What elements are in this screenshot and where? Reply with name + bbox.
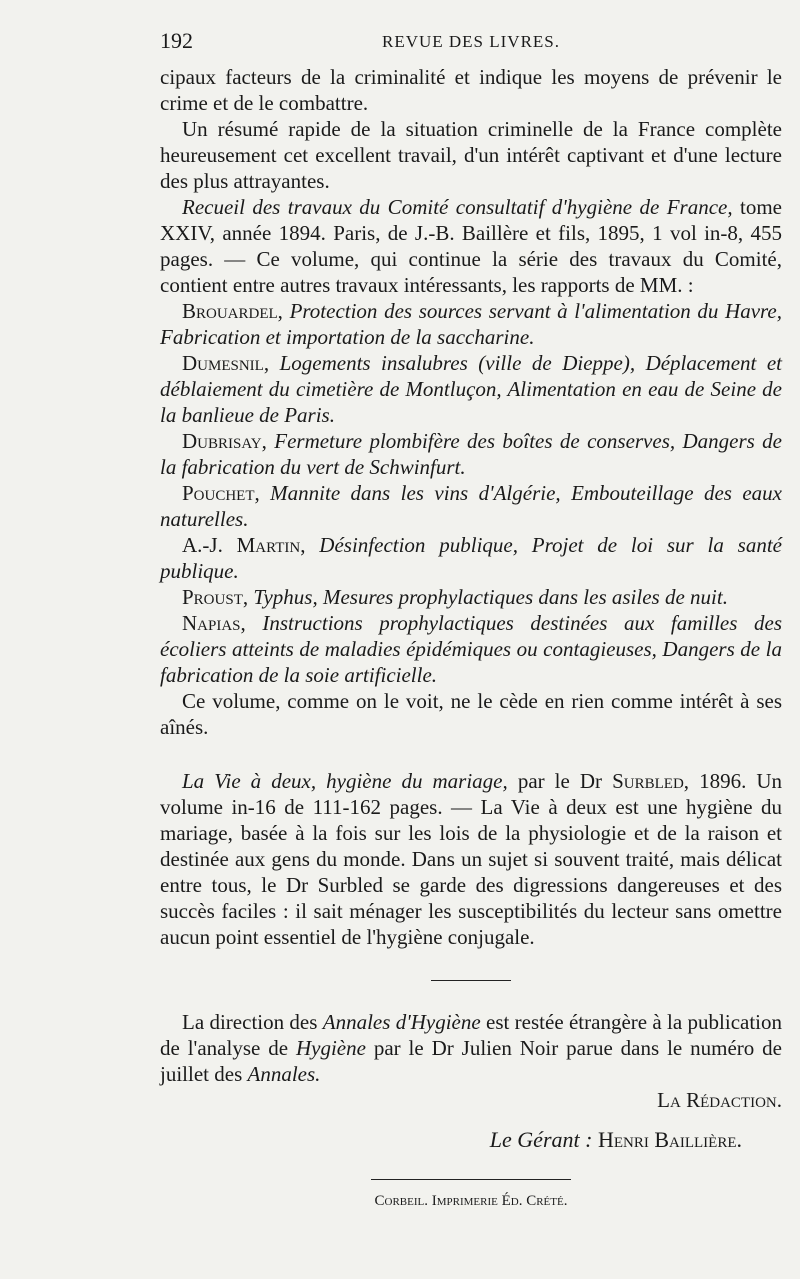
gerant-label: Le Gérant : (489, 1127, 593, 1152)
intro-summary: Un résumé rapide de la situation criminelle de la France complète heureusement cet excellent travail, d'un intérêt captivant et d'une lecture des plus attrayantes. (160, 117, 782, 193)
vie-a-deux-text: , 1896. Un volume in-16 de 111-162 pages. — La Vie à deux est une hygiène du mariage, basée à la fois sur les lois de la physiologie et de la raison et destinée aux gens du monde. Dans un sujet si souvent traité, mais délicat entre tous, le Dr Surbled se garde des digressions dangereuses et des succès faciles : il sait ménager les susceptibilités du lecteur sans omettre aucun point essentiel de l'hygiène conjugale. (160, 769, 783, 949)
running-title: REVUE DES LIVRES. (381, 32, 561, 51)
note-annales-2: Annales. (247, 1062, 321, 1086)
footer-divider (371, 1179, 571, 1180)
report-author: Dubrisay, (182, 429, 267, 453)
report-entry (160, 610, 782, 688)
recueil-title: Recueil des travaux du Comité consultatif d'hygiène de France, (182, 195, 733, 219)
note-text-b: est restée étrangère à la publication de l'analyse de (160, 1010, 783, 1060)
report-works: Instructions prophylactiques destinées aux familles des écoliers atteints de maladies épidémiques ou contagieuses, Dangers de la fabrication de la soie artificielle. (160, 611, 783, 687)
report-entry (160, 298, 782, 350)
gerant-name: Henri Baillière. (597, 1127, 742, 1152)
section-divider (431, 980, 511, 981)
signature-row (160, 1087, 782, 1113)
report-entry (160, 350, 782, 428)
vie-a-deux-author: Surbled (612, 769, 684, 793)
report-author: Napias, (182, 611, 246, 635)
report-entry (160, 532, 782, 584)
report-works: Protection des sources servant à l'alimentation du Havre, Fabrication et importation de la saccharine. (160, 299, 782, 349)
report-entry (160, 584, 782, 610)
report-entry (160, 428, 782, 480)
report-author: Pouchet, (182, 481, 260, 505)
note-text-c: par le Dr Julien Noir parue dans le numéro de juillet des (160, 1036, 782, 1086)
report-author: A.-J. Martin, (182, 533, 306, 557)
report-entry (160, 480, 782, 532)
report-author: Brouardel, (182, 299, 283, 323)
page-number: 192 (160, 28, 193, 53)
editorial-note (160, 1009, 782, 1087)
report-author: Dumesnil, (182, 351, 270, 375)
report-works: Fermeture plombifère des boîtes de conserves, Dangers de la fabrication du vert de Schwinfurt. (160, 429, 782, 479)
vie-a-deux-by: par le (517, 769, 570, 793)
body-text (160, 64, 782, 1214)
section-gap (160, 740, 782, 768)
vie-a-deux-dr: Dr (579, 769, 603, 793)
vie-a-deux-title: La Vie à deux, hygiène du mariage, (182, 769, 508, 793)
redaction-signature: La Rédaction. (657, 1088, 782, 1112)
note-annales: Annales d'Hygiène (322, 1010, 481, 1034)
page (160, 28, 782, 1268)
vie-a-deux-paragraph (160, 768, 782, 950)
note-text-a: La direction des (182, 1010, 318, 1034)
intro-continuation: cipaux facteurs de la criminalité et indique les moyens de prévenir le crime et de le combattre. (160, 65, 782, 115)
report-author: Proust, (182, 585, 249, 609)
page-header (160, 28, 782, 64)
printer-imprint: Corbeil. Imprimerie Éd. Crété. (374, 1193, 568, 1209)
recueil-paragraph (160, 194, 782, 298)
note-hygiene: Hygiène (295, 1036, 366, 1060)
recueil-closing: Ce volume, comme on le voit, ne le cède en rien comme intérêt à ses aînés. (160, 689, 782, 739)
report-works: Désinfection publique, Projet de loi sur la santé publique. (160, 533, 782, 583)
recueil-details: tome XXIV, année 1894. Paris, de J.-B. Baillère et fils, 1895, 1 vol in-8, 455 pages. — Ce volume, qui continue la série des travaux du Comité, contient entre autres travaux intéressants, les rapports de MM. : (160, 195, 783, 297)
gerant-line (160, 1127, 782, 1153)
report-works: Logements insalubres (ville de Dieppe), Déplacement et déblaiement du cimetière de Montluçon, Alimentation en eau de Seine de la banlieue de Paris. (160, 351, 782, 427)
report-works: Typhus, Mesures prophylactiques dans les asiles de nuit. (253, 585, 728, 609)
report-works: Mannite dans les vins d'Algérie, Embouteillage des eaux naturelles. (160, 481, 782, 531)
